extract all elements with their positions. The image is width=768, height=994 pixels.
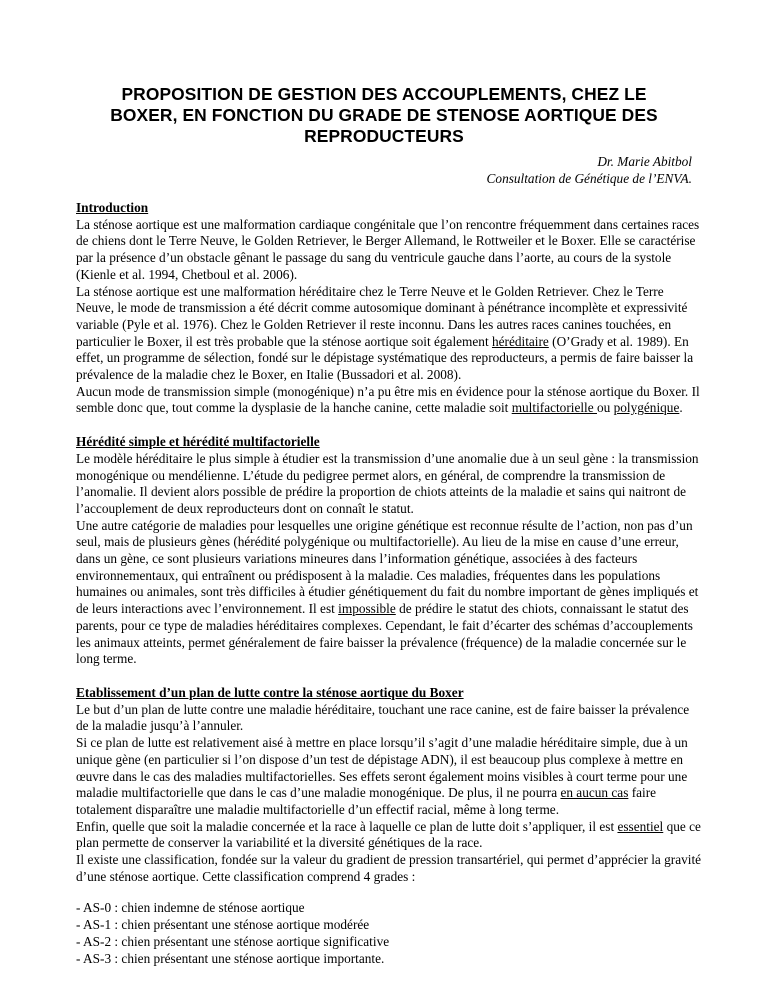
paragraph: Il existe une classification, fondée sur la valeur du gradient de pression transartériel, qui permet d’apprécier la gravité d’une sténose aortique. Cette classification comprend 4 grades : (76, 852, 702, 884)
paragraph: La sténose aortique est une malformation cardiaque congénitale que l’on rencontre fréquemment dans certaines races de chiens dont le Terre Neuve, le Golden Retriever, le Berger Allemand, le Rottweiler et le Boxer. Elle se caractérise par la présence d’un obstacle gênant le passage du sang du ventricule gauche dans l’aorte, au cours de la systole (Kienle et al. 1994, Chetboul et al. 2006). (76, 216, 700, 282)
underlined-term: polygénique (613, 400, 680, 416)
author-affiliation: Consultation de Génétique de l’ENVA. (486, 170, 692, 186)
text-run: ou (596, 400, 614, 416)
author-name: Dr. Marie Abitbol (597, 154, 692, 169)
section-heading-heredite: Hérédité simple et hérédité multifactorielle (76, 434, 320, 450)
paragraph (76, 384, 704, 417)
text-run: . (679, 400, 683, 416)
text-run: Enfin, quelle que soit la maladie concernée et la race à laquelle ce plan de lutte doit s’appliquer, il est (76, 818, 618, 834)
grade-item-as1: - AS-1 : chien présentant une sténose aortique modérée (76, 917, 370, 933)
grade-list (76, 900, 704, 967)
text-run: Si ce plan de lutte est relativement aisé à mettre en place lorsqu’il s’agit d’une maladie héréditaire simple, due à un unique gène (en particulier si l’on dispose d’un test de dépistage ADN), il est beaucoup plus complexe à mettre en œuvre dans le cas des maladies multifactorielles. Ses effets seront également moins visibles à court terme pour une maladie multifactorielle que dans le cas d’une maladie monogénique. De plus, il ne pourra (76, 735, 688, 801)
underlined-term: essentiel (617, 818, 664, 834)
section-introduction (76, 200, 704, 417)
paragraph (76, 735, 704, 819)
text-run: faire totalement disparaître une maladie multifactorielle d’un effectif racial, même à long terme. (76, 785, 657, 817)
paragraph (76, 819, 704, 852)
grade-item-as3: - AS-3 : chien présentant une sténose aortique importante. (76, 950, 385, 966)
underlined-term: multifactorielle (511, 400, 597, 416)
underlined-term: en aucun cas (560, 785, 629, 801)
section-heading-plan: Etablissement d’un plan de lutte contre la sténose aortique du Boxer (76, 684, 464, 700)
paragraph: Le but d’un plan de lutte contre une maladie héréditaire, touchant une race canine, est de faire baisser la prévalence de la maladie jusqu’à l’annuler. (76, 701, 690, 734)
section-heredite (76, 434, 704, 668)
paragraph: Le modèle héréditaire le plus simple à étudier est la transmission d’une anomalie due à un seul gène : la transmission monogénique ou mendélienne. L’étude du pedigree permet alors, en général, de comprendre la transmission de l’anomalie. Il devient alors possible de prédire la proportion de chiots atteints de la maladie et sains qui naitront de l’accouplement de deux reproducteurs dont on connaît le statut. (76, 450, 699, 516)
text-run: (O’Grady et al. 1989). En effet, un programme de sélection, fondé sur le dépistage systématique des reproducteurs, a permis de faire baisser la prévalence de la maladie chez le Boxer, en Italie (Bussadori et al. 2008). (76, 333, 694, 383)
grade-item-as2: - AS-2 : chien présentant une sténose aortique significative (76, 933, 390, 949)
underlined-term: impossible (338, 601, 396, 617)
text-run: Une autre catégorie de maladies pour lesquelles une origine génétique est reconnue résulte de l’action, non pas d’un seul, mais de plusieurs gènes (hérédité polygénique ou multifactorielle). Au lieu de la mise en cause d’une erreur, dans un gène, ce sont plusieurs variations mineures dans l’information génétique, associées à des facteurs environnementaux, qui entraînent ou prédisposent à la maladie. Ces maladies, fréquentes dans les populations humaines ou animales, sont très difficiles à étudier génétiquement du fait du nombre important de gènes impliqués et de leurs interactions avec l’environnement. Il est (76, 517, 699, 617)
section-plan-de-lutte (76, 685, 704, 967)
text-run: La sténose aortique est une malformation héréditaire chez le Terre Neuve et le Golden Retriever. Chez le Terre Neuve, le mode de transmission a été décrit comme autosomique dominant à pénétrance incomplète et expressivité variable (Pyle et al. 1976). Chez le Golden Retriever il reste inconnu. Dans les autres races canines touchées, en particulier le Boxer, il est très probable que la sténose aortique soit également (76, 283, 688, 349)
author-block (487, 154, 692, 187)
paragraph (76, 518, 704, 668)
document-body (76, 200, 704, 967)
text-run: que ce plan permette de conserver la variabilité et la diversité génétiques de la race. (76, 818, 701, 851)
text-run: Aucun mode de transmission simple (monogénique) n’a pu être mis en évidence pour la sténose aortique du Boxer. Il semble donc que, tout comme la dysplasie de la hanche canine, cette maladie soit (76, 383, 700, 416)
grade-item-as0: - AS-0 : chien indemne de sténose aortique (76, 900, 305, 916)
paragraph (76, 284, 704, 384)
text-run: de prédire le statut des chiots, connaissant le statut des parents, pour ce type de maladies héréditaires complexes. Cependant, le fait d’écarter des schémas d’accouplements les animaux atteints, permet généralement de faire baisser la prévalence (fréquence) de la maladie concernée sur le long terme. (76, 601, 693, 667)
section-heading-introduction: Introduction (76, 200, 149, 215)
document-title: PROPOSITION DE GESTION DES ACCOUPLEMENTS, CHEZ LE BOXER, EN FONCTION DU GRADE DE STENOSE AORTIQUE DES REPRODUCTEURS (110, 84, 658, 146)
underlined-term: héréditaire (491, 333, 549, 349)
